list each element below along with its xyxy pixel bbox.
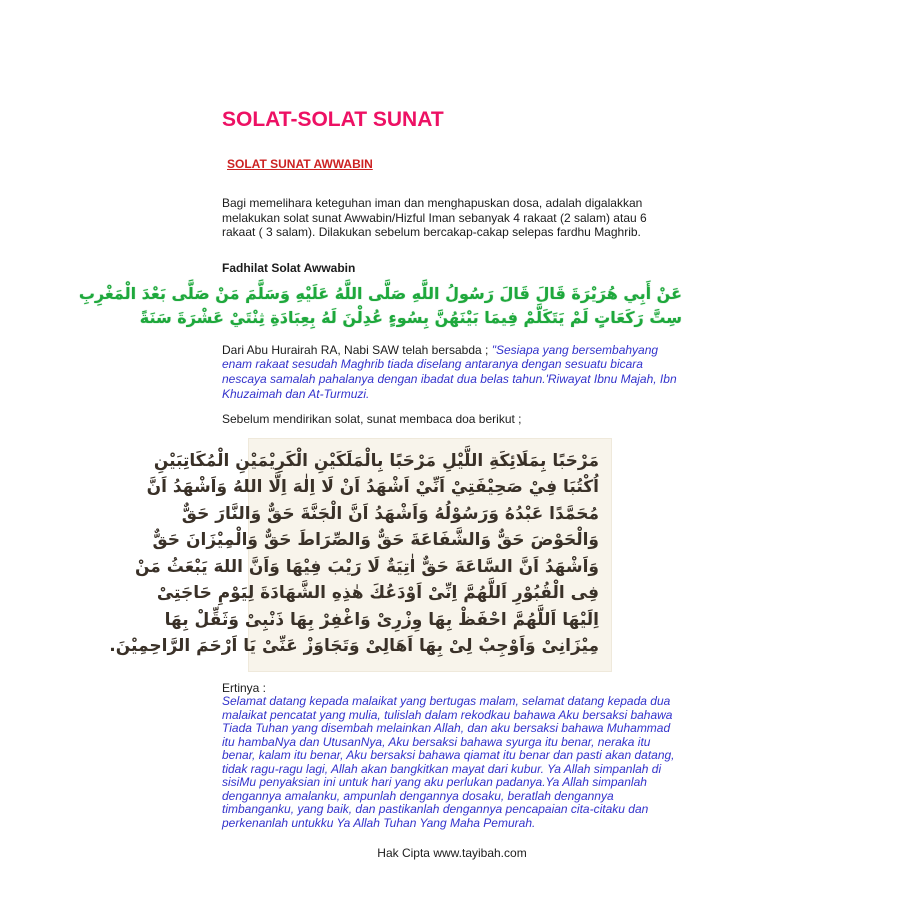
doa-line: مِيْزَانِىْ وَاَوْجِبْ لِىْ بِهَا اَهَالِىْ وَتَجَاوَزْ عَنِّىْ يَا اَرْحَمَ الرَّاحِمِيْنَ. [109, 636, 599, 657]
hadith-intro-text: Dari Abu Hurairah RA, Nabi SAW telah bersabda ; [222, 342, 492, 357]
document-body [78, 0, 682, 861]
doa-line: وَاَشْهَدُ اَنَّ السَّاعَةَ حَقٌّ اٰتِيَةٌ لَا رَيْبَ فِيْهَا وَاَنَّ اللهَ يَبْعَثُ مَنْ [134, 556, 599, 577]
doa-line: وَالْحَوْضَ حَقٌّ وَالشَّفَاعَةَ حَقٌّ وَالصِّرَاطَ حَقٌّ وَالْمِيْزَانَ حَقٌّ [152, 530, 599, 551]
hadith-arabic-line-1: عَنْ أَبِي هُرَيْرَةَ قَالَ قَالَ رَسُولُ اللَّهِ صَلَّى اللَّهُ عَلَيْهِ وَسَلَّمَ مَنْ صَلَّى بَعْدَ الْمَغْرِبِ [78, 283, 682, 303]
doa-scanned-image [109, 438, 612, 672]
hadith-arabic-line-2: سِتَّ رَكَعَاتٍ لَمْ يَتَكَلَّمْ فِيمَا بَيْنَهُنَّ بِسُوءٍ عُدِلْنَ لَهُ بِعِبَادَةِ ثِنْتَيْ عَشْرَةَ سَنَةً [139, 307, 682, 327]
intro-paragraph: Bagi memelihara keteguhan iman dan menghapuskan dosa, adalah digalakkan melakukan solat sunat Awwabin/Hizful Iman sebanyak 4 rakaat (2 salam) atau 6 rakaat ( 3 salam). Dilakukan sebelum bercakap-cakap selepas fardhu Maghrib. [222, 196, 647, 240]
doa-line: مُحَمَّدًا عَبْدُهُ وَرَسُوْلُهُ وَاَشْهَدُ اَنَّ الْجَنَّةَ حَقٌّ وَالنَّارَ حَقٌّ [181, 503, 599, 524]
doa-intro-text: Sebelum mendirikan solat, sunat membaca doa berikut ; [222, 412, 522, 427]
ertinya-label: Ertinya : [222, 680, 267, 695]
footer-copyright: Hak Cipta www.tayibah.com [377, 846, 527, 861]
section-heading-solat-sunat-awwabin: SOLAT SUNAT AWWABIN [227, 157, 373, 171]
hadith-paragraph [222, 343, 682, 401]
doa-line: اُكْتُبَا فِيْ صَحِيْفَتِيْ اَنِّيْ اَشْهَدُ اَنْ لَا اِلٰهَ اِلَّا اللهُ وَاَشْهَدُ اَنَّ [146, 477, 599, 498]
translation-paragraph: Selamat datang kepada malaikat yang bertugas malam, selamat datang kepada dua malaikat pencatat yang mulia, tulislah dalam rekodkau bahawa Aku bersaksi bahawa Tiada Tuhan yang disembah melainkan Allah, dan aku bersaksi bahawa Muhammad itu hambaNya dan UtusanNya, Aku bersaksi bahawa syurga itu benar, neraka itu benar, kalam itu benar, Aku bersaksi bahawa qiamat itu benar dan pasti akan datang, tidak ragu-ragu lagi, Allah akan bangkitkan mayat dari kubur. Ya Allah simpanlah di sisiMu penyaksian ini untuk hari yang aku perlukan padanya.Ya Allah simpanlah dengannya amalanku, ampunlah dengannya dosaku, beratlah dengannya timbanganku, yang baik, dan pastikanlah dengannya pencapaian cita-citaku dan perkenanlah untukku Ya Allah Tuhan Yang Maha Pemurah. [222, 694, 675, 830]
doa-line: فِى الْقُبُوْرِ اَللَّهُمَّ اِنِّىْ اَوْدَعُكَ هٰذِهِ الشَّهَادَةَ لِيَوْمِ حَاجَتِىْ [156, 583, 599, 604]
hadith-arabic-text [78, 282, 682, 330]
doa-line: مَرْحَبًا بِمَلَائِكَةِ اللَّيْلِ مَرْحَبًا بِالْمَلَكَيْنِ الْكَرِيْمَيْنِ الْمُكَاتِبَيْنِ [153, 450, 599, 471]
doa-line: اِلَيْهَا اَللَّهُمَّ احْفَظْ بِهَا وِزْرِىْ وَاغْفِرْ بِهَا ذَنْبِىْ وَثَقِّلْ بِهَا [164, 609, 599, 630]
page-title: SOLAT-SOLAT SUNAT [222, 108, 444, 131]
hadith-quote-text: "Sesiapa yang bersembahyang enam rakaat sesudah Maghrib tiada diselang antaranya dengan sesuatu bicara nescaya samalah pahalanya dengan ibadat dua belas tahun.'Riwayat Ibnu Majah, Ibn Khuzaimah dan At-Turmuzi. [222, 342, 677, 401]
fadhilat-heading: Fadhilat Solat Awwabin [222, 260, 356, 275]
